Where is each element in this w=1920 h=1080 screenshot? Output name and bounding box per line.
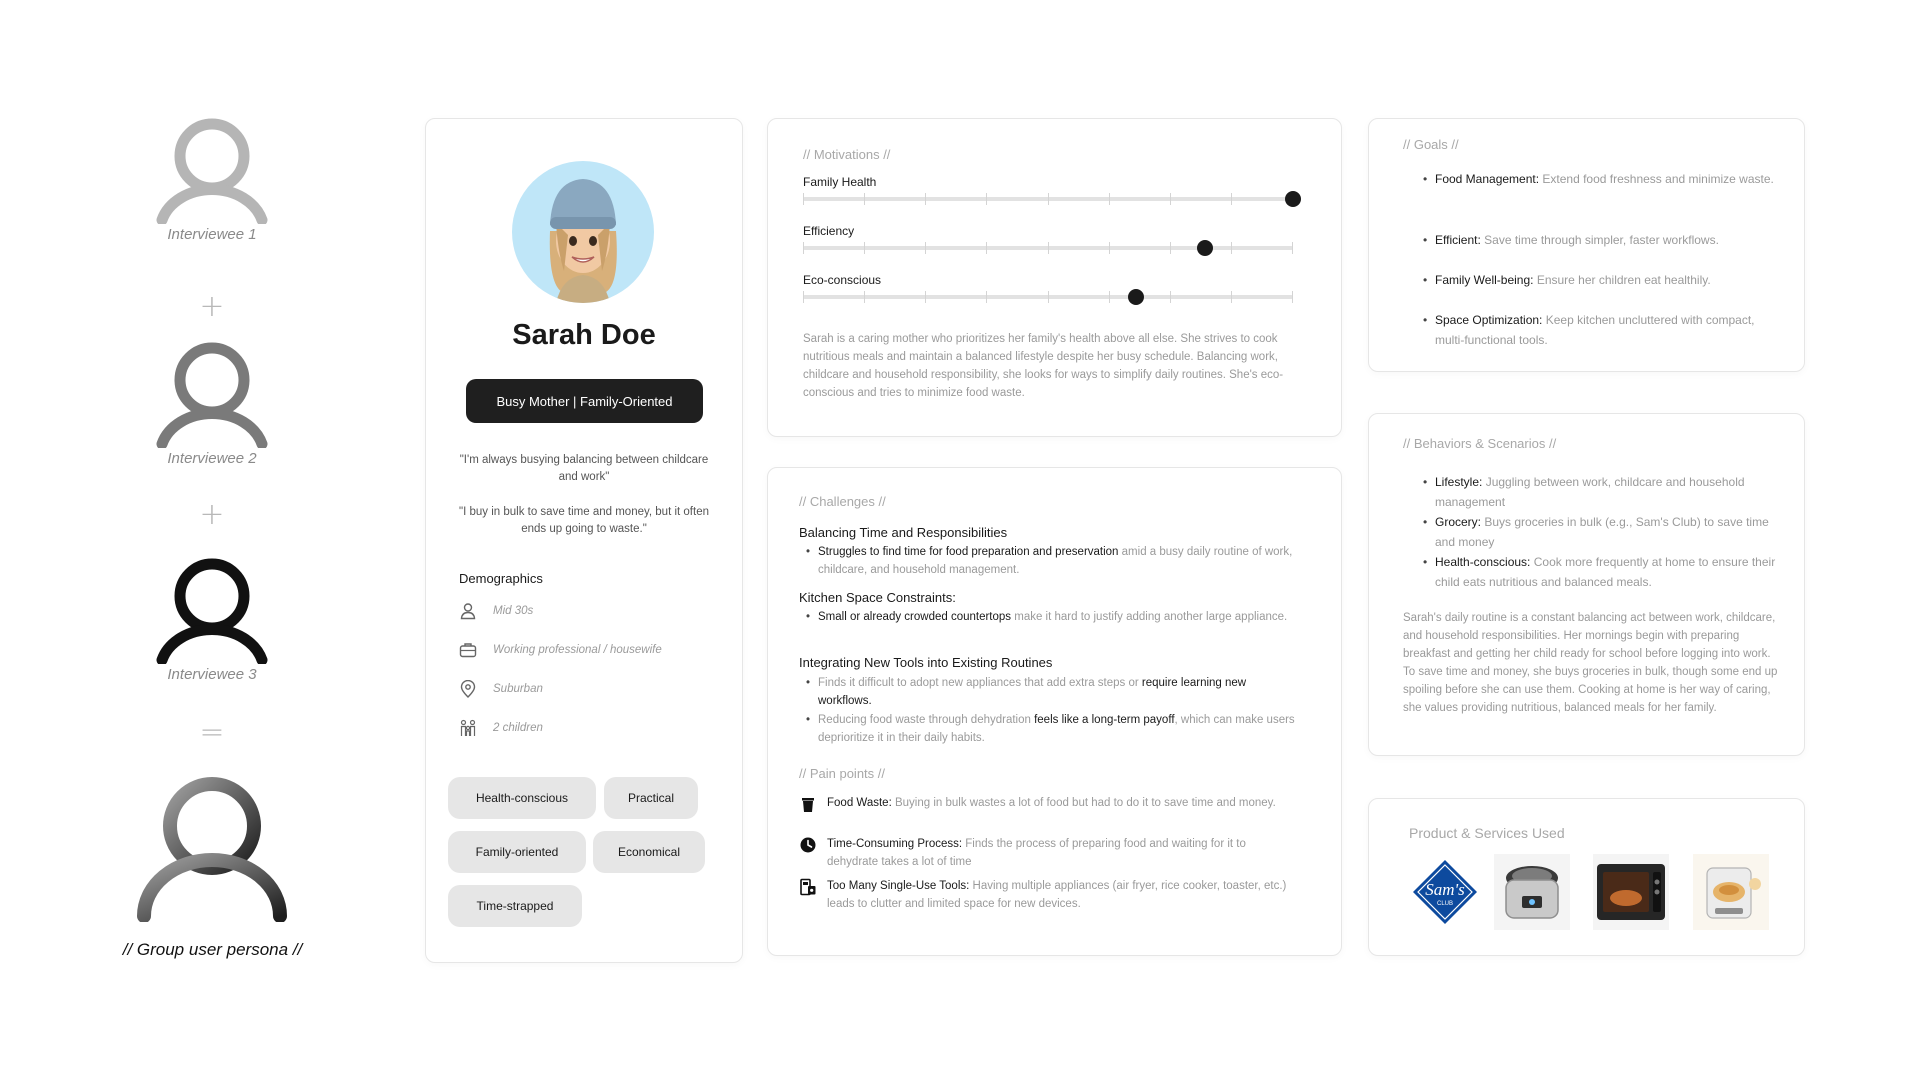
challenges-card [767,467,1342,956]
challenge-bullet: • Finds it difficult to adopt new appliances that add extra steps or require learning new workflows. [806,674,1296,710]
interviewee-label: Interviewee 1 [167,226,257,243]
slider-tick [1170,291,1171,303]
persona-name: Sarah Doe [512,319,656,351]
demographic-text: 2 children [493,722,543,734]
trait-tag: Health-conscious [448,777,596,819]
challenge-title: Kitchen Space Constraints: [799,590,956,605]
pain-points-heading: // Pain points // [799,766,885,781]
group-persona-icon [134,770,290,927]
pain-point-text: Food Waste: Buying in bulk wastes a lot of food but had to do it to save time and money. [827,797,1276,809]
behavior-item: • Grocery: Buys groceries in bulk (e.g., Sam's Club) to save time and money [1423,512,1783,552]
challenge-bullet: • Reducing food waste through dehydration feels like a long-term payoff, which can make users deprioritize it in their daily habits. [806,711,1296,747]
air-fryer-oven-image [1593,854,1669,930]
persona-quote: "I'm always busying balancing between childcare and work" [459,454,709,483]
interviewee-label: Interviewee 3 [167,666,257,683]
slider-tick [803,291,804,303]
interviewee-label: Interviewee 2 [167,450,257,467]
demographic-text: Suburban [493,683,543,695]
slider-tick [986,242,987,254]
behavior-item: • Health-conscious: Cook more frequently at home to ensure their child eats nutritious and balanced meals. [1423,552,1783,592]
demographic-occupation [459,638,662,662]
user-icon [154,552,270,664]
trait-tag: Practical [604,777,698,819]
behaviors-card [1368,413,1805,756]
interviewee-2 [150,336,274,467]
slider-knob[interactable] [1197,240,1213,256]
pain-point-text: Too Many Single-Use Tools: Having multiple appliances (air fryer, rice cooker, toaster, etc.) leads to clutter and limited space for new devices. [827,880,1287,910]
slider-tick [864,291,865,303]
slider-tick [1292,242,1293,254]
plus-icon: + [199,497,225,532]
motivations-card [767,118,1342,437]
slider-tick [803,193,804,205]
challenge-title: Balancing Time and Responsibilities [799,525,1008,540]
avatar [512,161,654,303]
trait-tag: Family-oriented [448,831,586,873]
slider-tick [1231,193,1232,205]
goals-heading: // Goals // [1403,137,1459,152]
slider-label: Eco-conscious [803,273,882,287]
sams-club-logo [1407,854,1483,930]
slider-tick [1109,193,1110,205]
pain-point-row [799,794,1299,813]
interviewee-3 [150,552,274,683]
slider-tick [864,193,865,205]
slider-tick [1048,193,1049,205]
location-pin-icon [459,680,477,698]
efficiency-slider[interactable] [803,246,1293,250]
profile-card [425,118,743,963]
behaviors-heading: // Behaviors & Scenarios // [1403,436,1557,451]
user-icon [154,112,270,224]
goal-item: • Food Management: Extend food freshness and minimize waste. [1423,169,1783,189]
family-health-slider[interactable] [803,197,1293,201]
pain-point-text: Time-Consuming Process: Finds the process of preparing food and waiting for it to dehydrate takes a lot of time [827,838,1246,868]
slider-tick [925,193,926,205]
demographics-title: Demographics [459,571,543,586]
demographic-text: Mid 30s [493,605,534,617]
slider-tick [986,291,987,303]
slider-tick [803,242,804,254]
appliance-icon [799,878,817,896]
products-heading: Product & Services Used [1409,825,1565,841]
role-badge: Busy Mother | Family-Oriented [466,379,703,423]
slider-knob[interactable] [1128,289,1144,305]
pain-point-row [799,835,1299,871]
slider-knob[interactable] [1285,191,1301,207]
logo-text: Sam's [1425,880,1465,899]
demographic-text: Working professional / housewife [493,644,662,656]
equals-icon: = [199,715,225,750]
behaviors-description: Sarah's daily routine is a constant balancing act between work, childcare, and household responsibilities. Her mornings begin with preparing breakfast and getting her child ready for school before logging into work. To save time and money, she buys groceries in bulk, though some end up spoiling before she can use them. Cooking at home is her way of caring, she values providing nutritious, balanced meals for her family. [1403,612,1778,714]
clock-icon [799,836,817,854]
motivations-heading: // Motivations // [803,147,891,162]
person-icon [459,602,477,620]
trait-tag: Economical [593,831,705,873]
slider-tick [1048,242,1049,254]
slider-tick [1170,242,1171,254]
multi-cooker-image [1494,854,1570,930]
slider-tick [925,242,926,254]
food-processor-image [1693,854,1769,930]
slider-tick [1170,193,1171,205]
challenge-bullet: • Small or already crowded countertops make it hard to justify adding another large appliance. [806,608,1296,626]
logo-subtext: CLUB [1436,901,1454,907]
family-icon [459,719,477,737]
trash-icon [799,795,817,813]
goals-card [1368,118,1805,372]
slider-tick [1048,291,1049,303]
interviewee-1 [150,112,274,243]
motivations-description: Sarah is a caring mother who prioritizes her family's health above all else. She strives to cook nutritious meals and maintain a balanced lifestyle despite her busy schedule. Balancing work, childcare and household responsibility, she looks for ways to simplify daily routines. She's eco-conscious and tries to minimize food waste. [803,333,1284,399]
slider-tick [864,242,865,254]
challenge-title: Integrating New Tools into Existing Routines [799,655,1053,670]
goal-item: • Family Well-being: Ensure her children eat healthily. [1423,270,1783,290]
demographic-age [459,599,533,623]
challenges-heading: // Challenges // [799,494,886,509]
trait-tag: Time-strapped [448,885,582,927]
slider-tick [986,193,987,205]
goal-item: • Efficient: Save time through simpler, faster workflows. [1423,230,1783,250]
pain-point-row [799,877,1299,913]
demographic-children [459,716,543,740]
slider-tick [1109,291,1110,303]
eco-conscious-slider[interactable] [803,295,1293,299]
demographic-location [459,677,543,701]
persona-quote: "I buy in bulk to save time and money, but it often ends up going to waste." [459,506,709,535]
products-card [1368,798,1805,956]
slider-tick [1231,242,1232,254]
user-icon [154,336,270,448]
briefcase-icon [459,641,477,659]
slider-tick [1292,291,1293,303]
plus-icon: + [199,289,225,324]
slider-label: Efficiency [803,224,855,238]
slider-label: Family Health [803,175,877,189]
challenge-bullet: • Struggles to find time for food preparation and preservation amid a busy daily routine of work, childcare, and household management. [806,543,1296,579]
slider-tick [925,291,926,303]
group-persona-label: // Group user persona // [122,940,303,959]
goal-item: • Space Optimization: Keep kitchen uncluttered with compact, multi-functional tools. [1423,310,1783,350]
slider-tick [1231,291,1232,303]
slider-tick [1109,242,1110,254]
behavior-item: • Lifestyle: Juggling between work, childcare and household management [1423,472,1783,512]
